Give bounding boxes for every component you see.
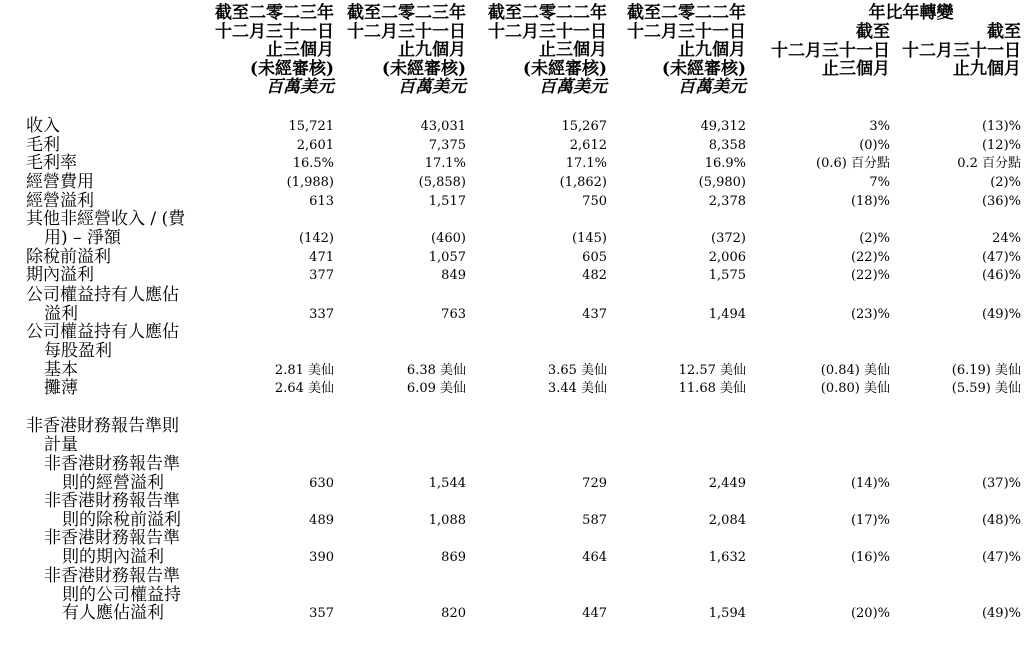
table-cell: 7,375	[428, 138, 466, 153]
row-label: 除稅前溢利	[26, 247, 111, 267]
column-header-line: 十二月三十一日	[902, 40, 1021, 61]
table-cell: 2,612	[569, 138, 607, 153]
table-cell: 337	[309, 306, 334, 322]
row-label: 公司權益持有人應佔	[26, 285, 179, 305]
table-cell: 729	[582, 475, 607, 491]
table-cell: (6.19) 美仙	[951, 363, 1021, 378]
row-label: 則的公司權益持	[62, 584, 181, 605]
column-header-line: 止三個月	[539, 40, 607, 60]
column-header-line: 截至二零二三年	[347, 3, 466, 23]
table-cell: (48)%	[981, 512, 1021, 528]
column-header-line: 十二月三十一日	[347, 21, 466, 42]
table-cell: (2)%	[990, 175, 1021, 190]
table-cell: 12.57 美仙	[678, 363, 746, 378]
column-header-line: 止三個月	[266, 40, 334, 60]
table-cell: 15,267	[561, 119, 607, 134]
table-cell: 43,031	[420, 119, 466, 134]
table-cell: 6.09 美仙	[406, 381, 466, 396]
table-cell: 447	[582, 606, 607, 621]
table-cell: (23)%	[850, 306, 890, 322]
table-cell: 3.44 美仙	[547, 381, 607, 396]
row-label: 非香港財務報告準	[44, 491, 180, 511]
table-cell: 869	[441, 549, 466, 565]
table-cell: 2,084	[708, 512, 746, 528]
table-cell: (13)%	[981, 119, 1021, 134]
table-cell: (0.80) 美仙	[820, 381, 890, 396]
row-label: 毛利率	[26, 153, 77, 173]
table-cell: 1,632	[708, 549, 746, 565]
table-cell: (17)%	[850, 512, 890, 528]
column-unit: 百萬美元	[266, 77, 334, 97]
table-cell: 0.2 百分點	[957, 156, 1021, 171]
table-cell: (20)%	[850, 606, 890, 621]
column-header-line: (未經審核)	[249, 58, 334, 79]
table-cell: 6.38 美仙	[406, 363, 466, 378]
column-header-line: 截至二零二三年	[215, 3, 334, 23]
column-header-5	[771, 23, 890, 79]
table-cell: 2.64 美仙	[274, 381, 334, 396]
column-header-line: 止九個月	[398, 40, 466, 60]
table-cell: (0.84) 美仙	[820, 363, 890, 378]
table-cell: 390	[309, 549, 334, 565]
column-header-line: 十二月三十一日	[488, 21, 607, 42]
table-cell: 471	[309, 250, 334, 265]
column-header-line: 十二月三十一日	[627, 21, 746, 42]
table-cell: 489	[309, 512, 334, 528]
table-cell: 1,544	[428, 475, 466, 491]
column-header-line: (未經審核)	[522, 58, 607, 79]
table-cell: 377	[309, 268, 334, 283]
column-header-1	[215, 4, 334, 97]
row-label: 非香港財務報告準	[44, 528, 180, 548]
table-cell: 464	[582, 549, 607, 565]
table-cell: (22)%	[850, 250, 890, 265]
column-unit: 百萬美元	[539, 77, 607, 97]
table-cell: 2,449	[708, 475, 746, 491]
column-header-line: (未經審核)	[661, 58, 746, 79]
table-cell: (46)%	[981, 268, 1021, 283]
column-header-3	[488, 4, 607, 97]
table-cell: (18)%	[850, 194, 890, 209]
table-cell: (5,980)	[698, 175, 746, 190]
table-cell: 8,358	[708, 138, 746, 153]
column-header-line: 截至二零二二年	[488, 3, 607, 23]
table-cell: 1,575	[708, 268, 746, 283]
row-label: 每股盈利	[44, 340, 112, 361]
column-header-6	[902, 23, 1021, 79]
table-cell: (49)%	[981, 306, 1021, 322]
table-cell: 2,006	[708, 250, 746, 265]
column-header-line: 止九個月	[953, 59, 1021, 79]
row-label: 則的期內溢利	[62, 546, 164, 567]
table-cell: (0)%	[859, 138, 890, 153]
column-header-line: 截至	[856, 22, 890, 42]
table-cell: 16.9%	[704, 156, 746, 171]
table-cell: 482	[582, 268, 607, 283]
table-cell: 1,057	[428, 250, 466, 265]
table-cell: 437	[582, 306, 607, 322]
row-label: 非香港財務報告準	[44, 566, 180, 586]
table-cell: 750	[582, 194, 607, 209]
table-cell: 763	[441, 306, 466, 322]
row-label: 非香港財務報告準	[44, 454, 180, 474]
row-label: 攤薄	[44, 378, 78, 398]
table-cell: 7%	[869, 175, 890, 190]
row-label: 基本	[44, 360, 78, 380]
table-cell: 2,601	[296, 138, 334, 153]
table-cell: 2,378	[708, 194, 746, 209]
table-cell: 16.5%	[292, 156, 334, 171]
table-cell: 630	[309, 475, 334, 491]
table-cell: (1,862)	[559, 175, 607, 190]
table-cell: 3.65 美仙	[547, 363, 607, 378]
row-label: 計量	[44, 434, 78, 455]
row-label: 公司權益持有人應佔	[26, 322, 179, 342]
column-header-4	[627, 4, 746, 97]
table-cell: (1,988)	[286, 175, 334, 190]
column-header-line: 截至	[987, 22, 1021, 42]
table-cell: 613	[309, 194, 334, 209]
table-cell: (5,858)	[418, 175, 466, 190]
table-cell: 357	[309, 606, 334, 621]
column-header-line: 止三個月	[822, 59, 890, 79]
table-cell: 15,721	[288, 119, 334, 134]
column-header-line: (未經審核)	[381, 58, 466, 79]
table-cell: 2.81 美仙	[274, 363, 334, 378]
table-cell: 17.1%	[565, 156, 607, 171]
table-cell: 24%	[992, 230, 1021, 246]
table-cell: 17.1%	[424, 156, 466, 171]
column-header-line: 十二月三十一日	[215, 21, 334, 42]
row-label: 則的經營溢利	[62, 472, 164, 493]
row-label: 毛利	[26, 135, 60, 155]
column-header-line: 截至二零二二年	[627, 3, 746, 23]
table-cell: 11.68 美仙	[678, 381, 746, 396]
table-cell: (460)	[431, 230, 466, 246]
table-cell: (36)%	[981, 194, 1021, 209]
column-unit: 百萬美元	[678, 77, 746, 97]
table-cell: (12)%	[981, 138, 1021, 153]
table-cell: 587	[582, 512, 607, 528]
table-cell: (37)%	[981, 475, 1021, 491]
column-header-line: 十二月三十一日	[771, 40, 890, 61]
row-label: 期內溢利	[26, 265, 94, 285]
table-cell: (16)%	[850, 549, 890, 565]
table-cell: (47)%	[981, 549, 1021, 565]
table-cell: 1,517	[428, 194, 466, 209]
table-cell: (22)%	[850, 268, 890, 283]
table-cell: (14)%	[850, 475, 890, 491]
table-cell: (5.59) 美仙	[951, 381, 1021, 396]
row-label: 收入	[26, 116, 60, 136]
table-cell: (145)	[572, 230, 607, 246]
table-cell: 605	[582, 250, 607, 265]
row-label: 則的除稅前溢利	[62, 509, 181, 530]
table-cell: 1,494	[708, 306, 746, 322]
table-cell: (2)%	[859, 230, 890, 246]
table-cell: 820	[441, 606, 466, 621]
table-cell: (0.6) 百分點	[816, 156, 890, 171]
table-cell: 3%	[869, 119, 890, 134]
table-cell: 1,088	[428, 512, 466, 528]
row-label: 其他非經營收入 / (費	[26, 209, 186, 229]
table-cell: 49,312	[700, 119, 746, 134]
row-label: 經營溢利	[26, 191, 94, 211]
row-label: 溢利	[44, 303, 78, 324]
column-unit: 百萬美元	[398, 77, 466, 97]
table-cell: (372)	[711, 230, 746, 246]
column-header-line: 止九個月	[678, 40, 746, 60]
table-cell: (142)	[299, 230, 334, 246]
table-cell: 849	[441, 268, 466, 283]
row-label: 用) – 淨額	[44, 227, 121, 248]
table-cell: (49)%	[981, 606, 1021, 621]
row-label: 非香港財務報告準則	[26, 416, 179, 436]
row-label: 有人應佔溢利	[62, 603, 164, 623]
table-cell: 1,594	[708, 606, 746, 621]
year-on-year-change-title: 年比年轉變	[868, 3, 954, 23]
row-label: 經營費用	[26, 172, 94, 192]
column-header-2	[347, 4, 466, 97]
table-cell: (47)%	[981, 250, 1021, 265]
